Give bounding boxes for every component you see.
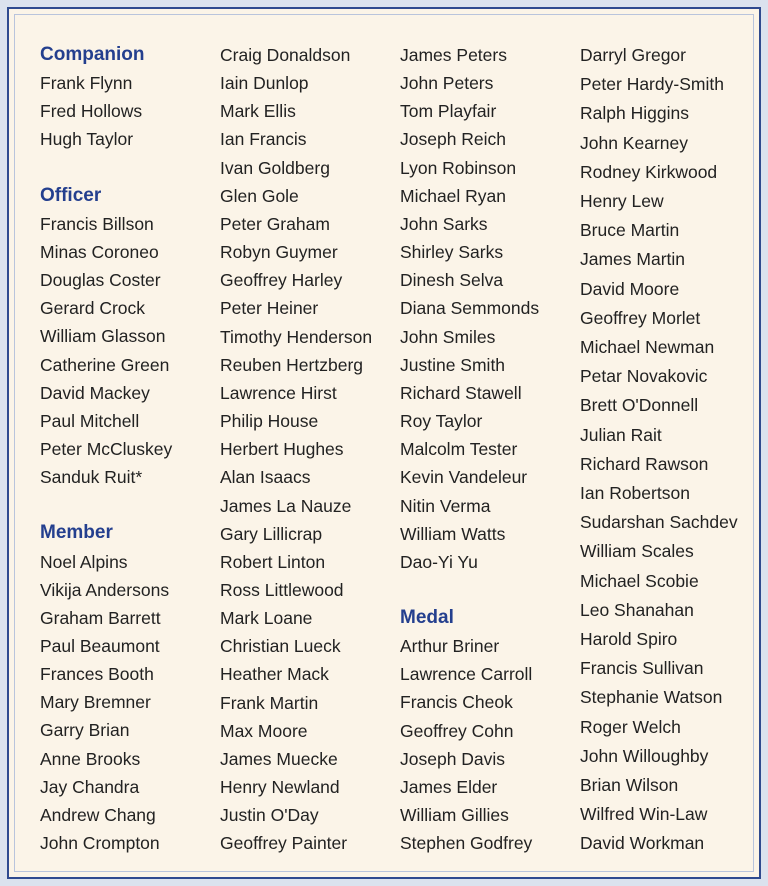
honouree-name: Diana Semmonds: [400, 298, 540, 319]
honouree-name: Nitin Verma: [400, 495, 491, 516]
honouree-name: Peter Heiner: [220, 298, 319, 319]
honouree-name: Arthur Briner: [400, 636, 500, 657]
honouree-name: William Scales: [580, 541, 694, 562]
honouree-name: John Crompton: [40, 833, 160, 854]
honouree-name: Graham Barrett: [40, 607, 161, 628]
honouree-name: James La Nauze: [220, 495, 352, 516]
honouree-name: Bruce Martin: [580, 220, 680, 241]
honouree-name: Darryl Gregor: [580, 45, 686, 65]
honouree-name: Mary Bremner: [40, 692, 151, 713]
honouree-name: Garry Brian: [40, 720, 130, 741]
honouree-name: David Moore: [580, 278, 680, 299]
honouree-name: Richard Stawell: [400, 382, 522, 403]
honouree-name: Julian Rait: [580, 424, 662, 445]
honouree-name: Justine Smith: [400, 354, 506, 375]
honouree-name: William Gillies: [400, 805, 509, 826]
honouree-name: Frank Flynn: [40, 73, 133, 94]
column-2: [220, 41, 372, 858]
honouree-name: David Workman: [580, 833, 705, 854]
honouree-name: Richard Rawson: [580, 453, 709, 474]
honouree-name: Geoffrey Morlet: [580, 307, 701, 328]
honouree-name: Joseph Davis: [400, 748, 506, 769]
honouree-name: John Smiles: [400, 326, 496, 347]
honouree-name: Jay Chandra: [40, 776, 140, 797]
honouree-name: Brett O'Donnell: [580, 395, 699, 416]
honouree-name: Gerard Crock: [40, 298, 146, 319]
honouree-name: Michael Newman: [580, 337, 715, 358]
honouree-name: Lawrence Hirst: [220, 382, 337, 403]
honouree-name: Robert Linton: [220, 551, 326, 572]
honouree-name: Rodney Kirkwood: [580, 161, 718, 182]
honouree-name: Peter Graham: [220, 213, 330, 234]
honouree-name: Herbert Hughes: [220, 439, 344, 460]
heading-companion: Companion: [40, 44, 145, 65]
honouree-name: Tom Playfair: [400, 101, 497, 122]
honouree-name: Geoffrey Harley: [220, 270, 343, 291]
honouree-name: John Sarks: [400, 213, 488, 234]
honouree-name: Peter McCluskey: [40, 439, 173, 460]
honouree-name: John Peters: [400, 73, 494, 94]
honouree-name: Reuben Hertzberg: [220, 354, 363, 375]
honouree-name: Alan Isaacs: [220, 467, 311, 488]
honouree-name: Henry Lew: [580, 191, 664, 212]
honouree-name: James Peters: [400, 45, 507, 65]
companion-list: [40, 69, 172, 153]
honouree-name: Dinesh Selva: [400, 270, 504, 291]
honouree-name: James Martin: [580, 249, 686, 270]
honouree-name: Justin O'Day: [220, 805, 319, 826]
honouree-name: Fred Hollows: [40, 101, 143, 122]
honouree-name: William Watts: [400, 523, 506, 544]
honouree-name: Frances Booth: [40, 664, 154, 685]
honouree-name: Hugh Taylor: [40, 129, 134, 150]
honouree-name: Joseph Reich: [400, 129, 507, 150]
honouree-name: Harold Spiro: [580, 629, 678, 650]
honouree-name: Anne Brooks: [40, 748, 141, 769]
honouree-name: Sanduk Ruit*: [40, 467, 143, 488]
honouree-name: Wilfred Win-Law: [580, 804, 708, 825]
honouree-name: Douglas Coster: [40, 270, 161, 291]
honouree-name: Paul Beaumont: [40, 635, 160, 656]
honouree-name: James Elder: [400, 776, 498, 797]
honouree-name: Henry Newland: [220, 777, 340, 798]
honouree-name: Mark Ellis: [220, 101, 296, 122]
honouree-name: Roger Welch: [580, 716, 681, 737]
honouree-name: Minas Coroneo: [40, 241, 159, 262]
honouree-name: Timothy Henderson: [220, 326, 373, 347]
honouree-name: David Mackey: [40, 382, 150, 403]
honouree-name: Roy Taylor: [400, 411, 483, 432]
honouree-name: Max Moore: [220, 720, 308, 741]
honouree-name: Glen Gole: [220, 185, 299, 206]
heading-officer: Officer: [40, 184, 102, 206]
honouree-name: Petar Novakovic: [580, 366, 708, 387]
honouree-name: Malcolm Tester: [400, 439, 518, 460]
honouree-name: James Muecke: [220, 748, 338, 769]
honouree-name: Ian Francis: [220, 129, 307, 150]
honouree-name: Leo Shanahan: [580, 599, 694, 620]
honouree-name: Michael Scobie: [580, 570, 699, 591]
honouree-name: Paul Mitchell: [40, 410, 140, 431]
honouree-name: Francis Billson: [40, 213, 154, 234]
honouree-name: Stephanie Watson: [580, 687, 723, 708]
honouree-name: Philip House: [220, 411, 319, 432]
column-4: [580, 41, 738, 859]
honouree-name: Heather Mack: [220, 664, 329, 685]
honouree-name: Ross Littlewood: [220, 579, 344, 600]
honouree-name: Lawrence Carroll: [400, 664, 533, 685]
honouree-name: Frank Martin: [220, 692, 319, 713]
honouree-name: Andrew Chang: [40, 804, 156, 825]
honouree-name: Christian Lueck: [220, 636, 341, 657]
honouree-name: Brian Wilson: [580, 775, 679, 796]
honouree-name: John Kearney: [580, 132, 688, 153]
honouree-name: Geoffrey Cohn: [400, 720, 514, 741]
honouree-name: Michael Ryan: [400, 185, 507, 206]
member-list-col2: [220, 41, 372, 858]
heading-member: Member: [40, 522, 113, 544]
honouree-name: Kevin Vandeleur: [400, 467, 528, 488]
honouree-name: Dao-Yi Yu: [400, 551, 478, 572]
honouree-name: Peter Hardy-Smith: [580, 74, 724, 95]
honouree-name: Gary Lillicrap: [220, 523, 323, 544]
honouree-name: Vikija Andersons: [40, 579, 170, 600]
honouree-name: Shirley Sarks: [400, 242, 504, 263]
honouree-name: Francis Cheok: [400, 692, 513, 713]
honouree-name: Sudarshan Sachdev: [580, 512, 738, 533]
honouree-name: Catherine Green: [40, 354, 170, 375]
member-list-col1: [40, 548, 172, 858]
honouree-name: Craig Donaldson: [220, 45, 351, 65]
honouree-name: Mark Loane: [220, 608, 313, 629]
honouree-name: Francis Sullivan: [580, 658, 704, 679]
honouree-name: Ralph Higgins: [580, 103, 689, 124]
honouree-name: Robyn Guymer: [220, 242, 338, 263]
honouree-name: John Willoughby: [580, 745, 709, 766]
medal-list-col3: [400, 632, 539, 857]
honouree-name: Stephen Godfrey: [400, 833, 533, 854]
honouree-name: William Glasson: [40, 326, 166, 347]
medal-list-col4: [580, 41, 738, 859]
honouree-name: Noel Alpins: [40, 551, 128, 572]
honouree-name: Lyon Robinson: [400, 157, 517, 178]
heading-medal: Medal: [400, 606, 454, 628]
honouree-name: Geoffrey Painter: [220, 833, 348, 854]
officer-list: [40, 210, 172, 492]
column-1: [40, 41, 172, 857]
member-list-col3: [400, 41, 539, 576]
honouree-name: Ian Robertson: [580, 483, 690, 504]
honouree-name: Iain Dunlop: [220, 73, 309, 94]
honouree-name: Ivan Goldberg: [220, 157, 330, 178]
column-3: [400, 41, 539, 857]
